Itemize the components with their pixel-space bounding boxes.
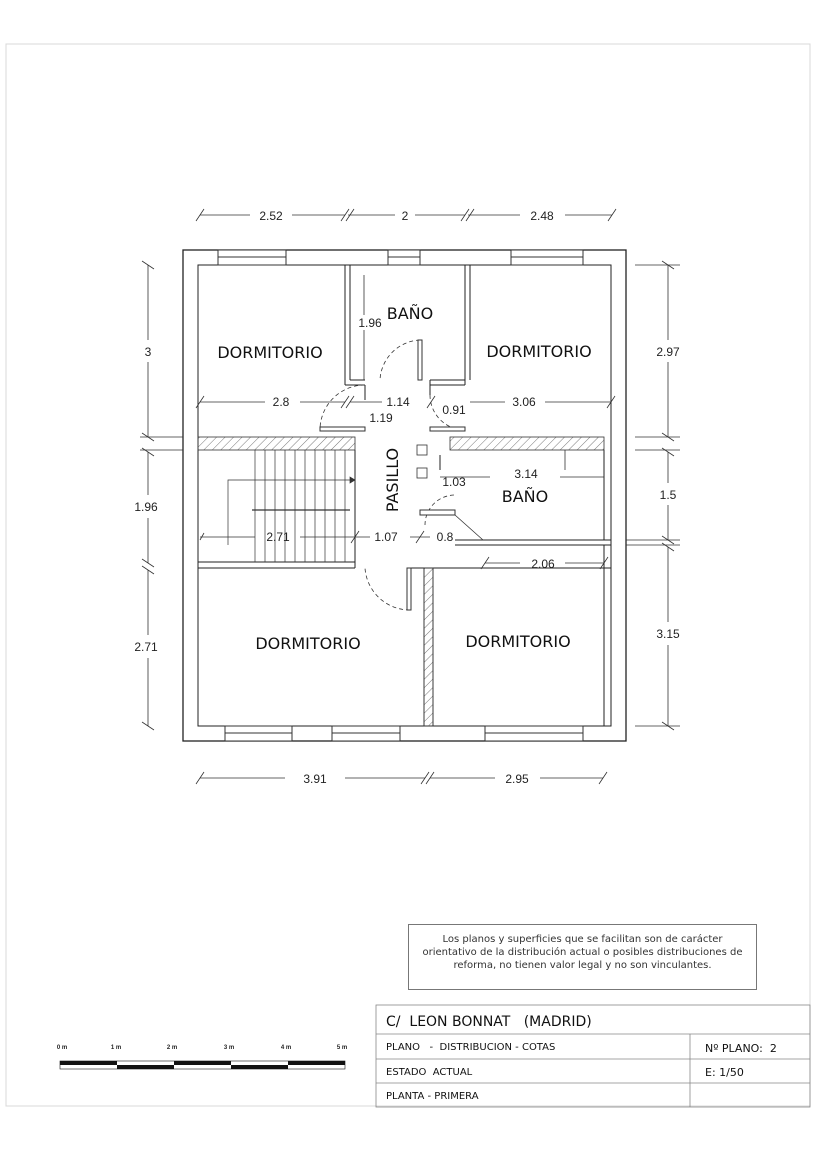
dim-right-1: 2.97 bbox=[656, 345, 680, 359]
stairs bbox=[228, 450, 355, 562]
dim-dorm-tl-width: 2.8 bbox=[272, 395, 290, 409]
scale-label-0: 0 m bbox=[56, 1045, 68, 1051]
title-address: C/ LEON BONNAT (MADRID) bbox=[386, 1014, 592, 1030]
dim-left-3: 2.71 bbox=[134, 640, 158, 654]
dim-stair-width: 2.71 bbox=[266, 530, 290, 544]
dim-left-1: 3 bbox=[144, 345, 152, 359]
title-floor: PLANTA - PRIMERA bbox=[386, 1091, 479, 1102]
dim-left-2: 1.96 bbox=[134, 500, 158, 514]
scale-label-4: 4 m bbox=[280, 1045, 292, 1051]
dim-right-2: 1.5 bbox=[659, 488, 677, 502]
room-dorm-top-right: DORMITORIO bbox=[486, 342, 592, 361]
dim-right-3: 3.15 bbox=[656, 627, 680, 641]
dim-hall-width: 1.14 bbox=[386, 395, 410, 409]
dim-bath-mid-width: 3.14 bbox=[514, 467, 538, 481]
dim-dorm-tr-width: 3.06 bbox=[512, 395, 536, 409]
building-walls bbox=[183, 250, 626, 741]
dim-hall-lower: 1.07 bbox=[374, 530, 398, 544]
room-hall: PASILLO bbox=[383, 447, 402, 513]
dim-bath-mid-depth: 1.03 bbox=[442, 475, 466, 489]
dimension-lines bbox=[140, 209, 680, 784]
dim-bath-height: 1.96 bbox=[358, 316, 382, 330]
scale-label-1: 1 m bbox=[110, 1045, 122, 1051]
dim-top-3: 2.48 bbox=[530, 209, 554, 223]
scale-label-5: 5 m bbox=[336, 1045, 348, 1051]
room-bath-mid: BAÑO bbox=[501, 487, 549, 506]
title-block-texts bbox=[386, 1014, 777, 1102]
dim-hall-sub: 1.19 bbox=[369, 411, 393, 425]
scale-label-3: 3 m bbox=[223, 1045, 235, 1051]
dim-bottom-1: 3.91 bbox=[303, 772, 327, 786]
scale-label-2: 2 m bbox=[166, 1045, 178, 1051]
title-scale: E: 1/50 bbox=[705, 1066, 744, 1079]
dim-hall-door: 0.8 bbox=[436, 530, 454, 544]
room-dorm-bottom-right: DORMITORIO bbox=[465, 632, 571, 651]
disclaimer-note: Los planos y superficies que se facilitan son de carácter orientativo de la distribución actual o posibles distribuciones de reforma, no tienen valor legal y no son vinculantes. bbox=[408, 924, 757, 990]
interior-walls bbox=[198, 265, 611, 726]
room-dorm-top-left: DORMITORIO bbox=[217, 343, 323, 362]
dim-door-top: 0.91 bbox=[442, 403, 466, 417]
room-bath-top: BAÑO bbox=[386, 304, 434, 323]
scale-bar bbox=[57, 1045, 347, 1069]
title-plan: PLANO - DISTRIBUCION - COTAS bbox=[386, 1042, 556, 1053]
dim-dorm-br-inner: 2.06 bbox=[531, 557, 555, 571]
title-plan-number: Nº PLANO: 2 bbox=[705, 1042, 777, 1055]
dim-top-1: 2.52 bbox=[259, 209, 283, 223]
dim-top-2: 2 bbox=[401, 209, 409, 223]
title-state: ESTADO ACTUAL bbox=[386, 1067, 473, 1078]
dim-bottom-2: 2.95 bbox=[505, 772, 529, 786]
room-dorm-bottom-left: DORMITORIO bbox=[255, 634, 361, 653]
dimension-labels bbox=[134, 209, 680, 786]
